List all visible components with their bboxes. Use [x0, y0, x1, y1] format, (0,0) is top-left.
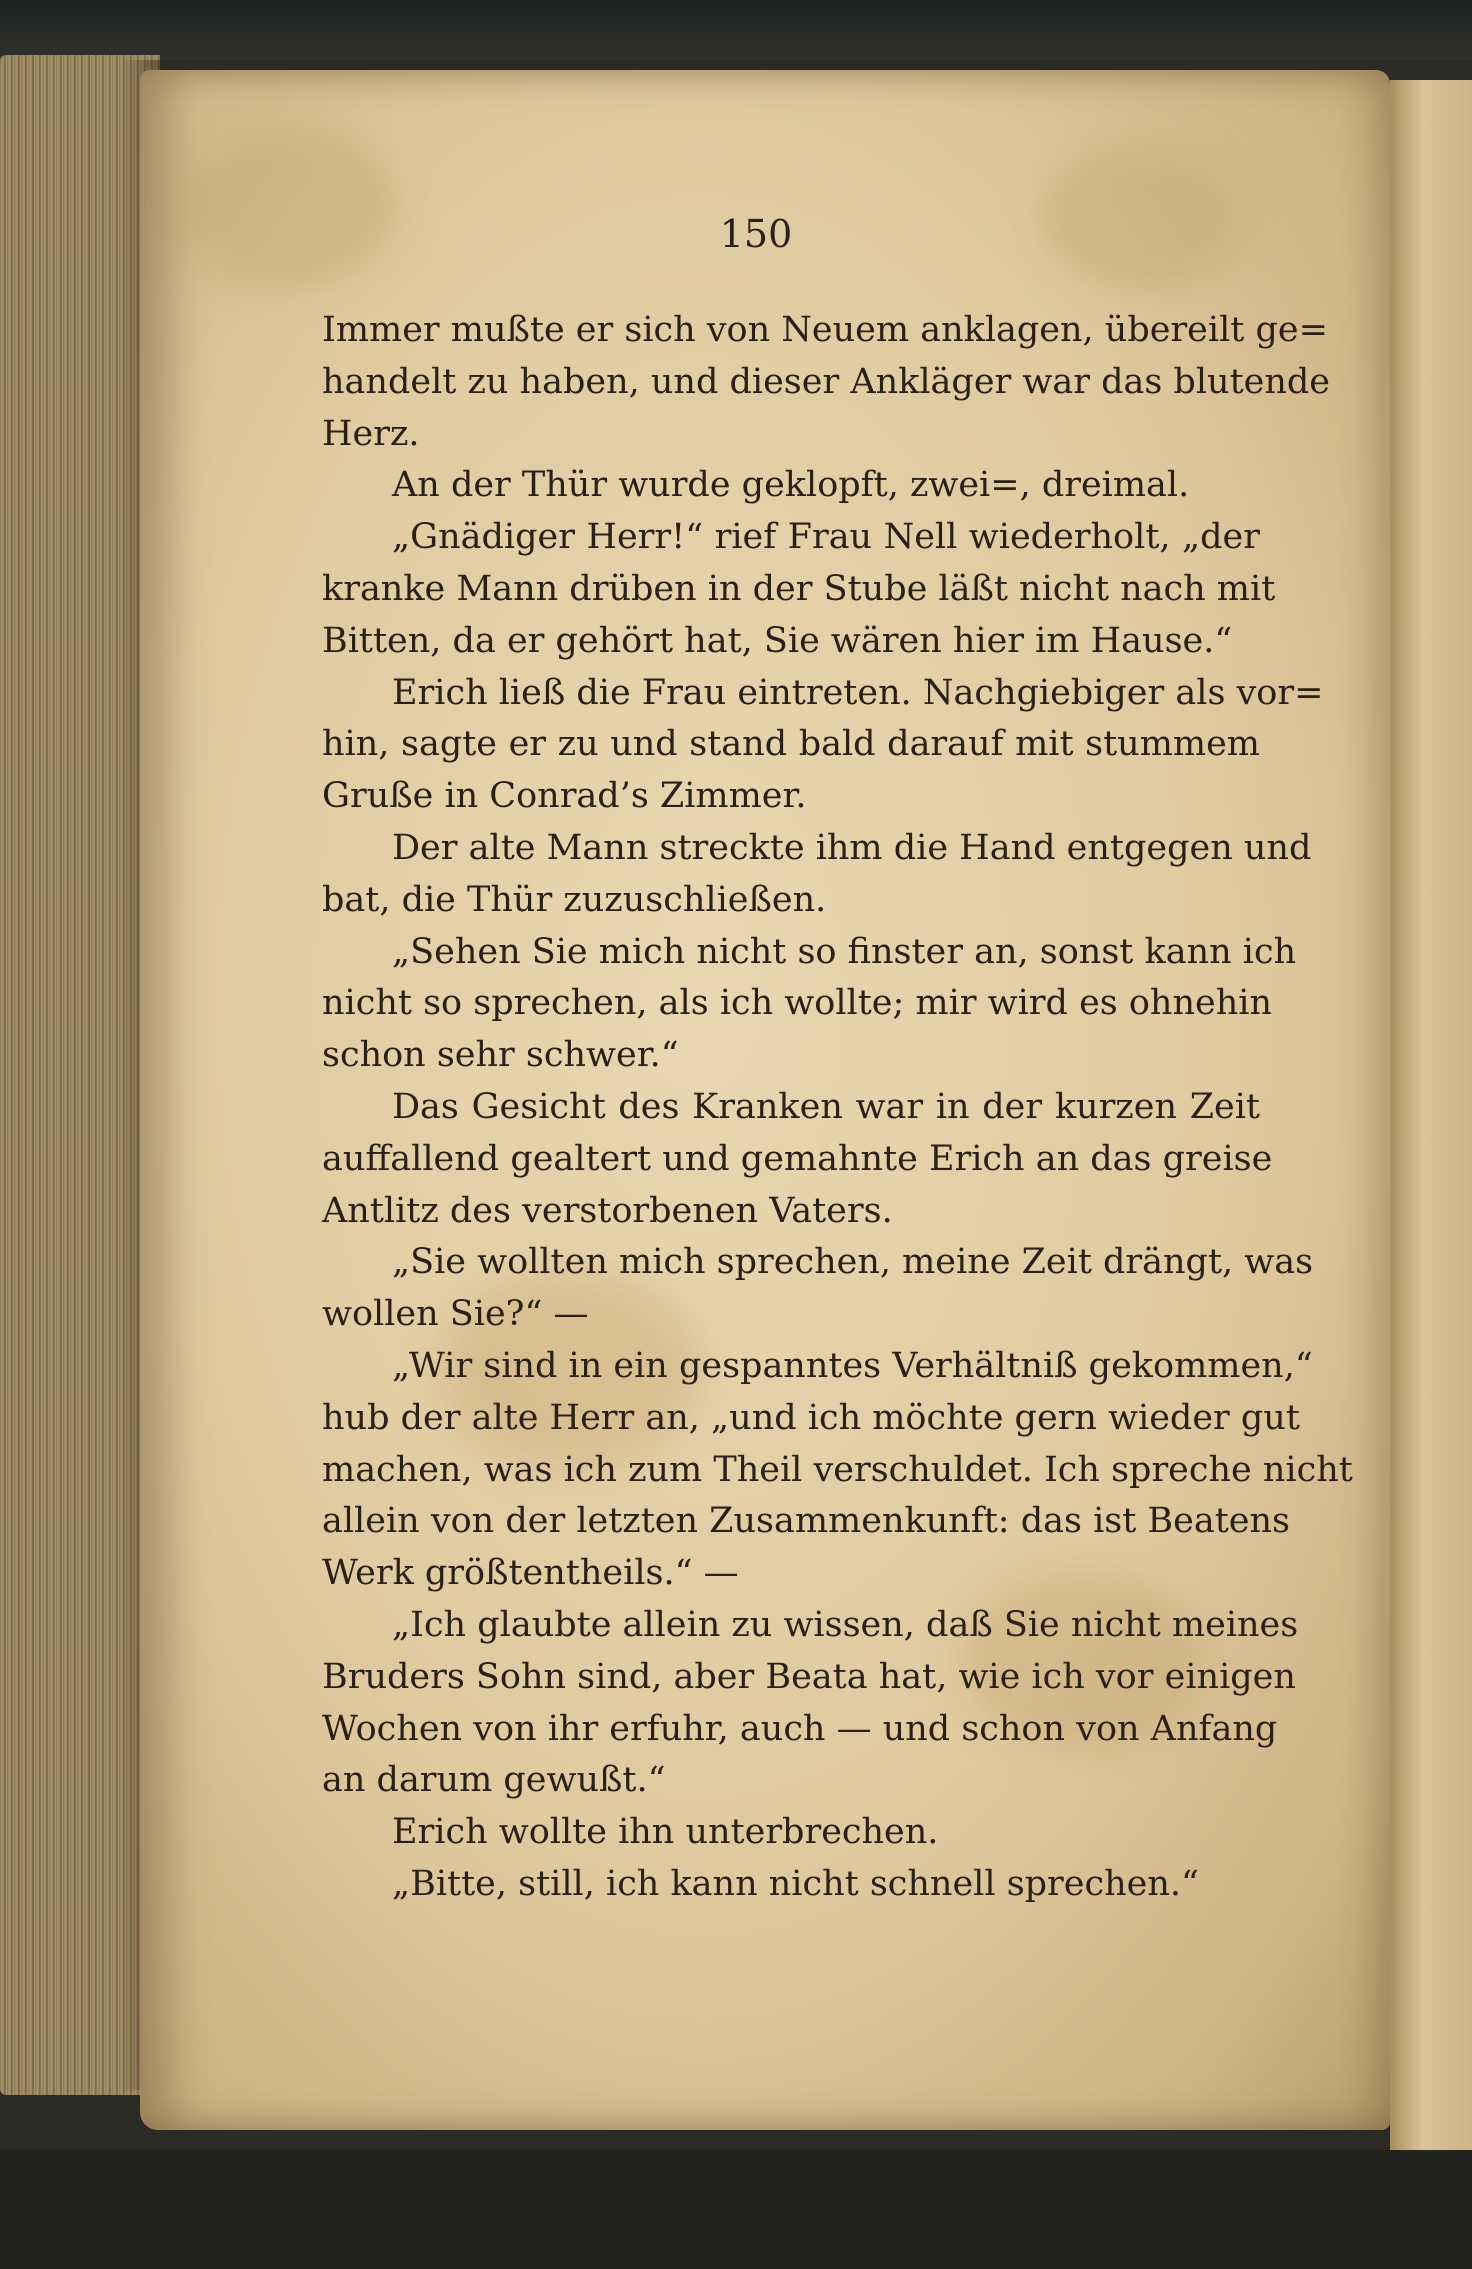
text-line: Werk größtentheils.“ —	[322, 1553, 739, 1594]
body-text	[322, 305, 1353, 1911]
text-line: bat, die Thür zuzuschließen.	[322, 879, 827, 920]
text-line: „Ich glaubte allein zu wissen, daß Sie nicht meines	[392, 1604, 1299, 1645]
text-line: machen, was ich zum Theil verschuldet. Ich spreche nicht	[322, 1449, 1353, 1490]
background-bottom	[0, 2150, 1472, 2269]
text-line: „Sie wollten mich sprechen, meine Zeit drängt, was	[392, 1242, 1314, 1283]
text-line: „Wir sind in ein gespanntes Verhältniß gekommen,“	[392, 1345, 1313, 1386]
text-line: kranke Mann drüben in der Stube läßt nicht nach mit	[322, 568, 1276, 609]
facing-page-edge	[1390, 80, 1472, 2150]
text-line: Wochen von ihr erfuhr, auch — und schon von Anfang	[322, 1708, 1278, 1749]
text-line: nicht so sprechen, als ich wollte; mir wird es ohnehin	[322, 983, 1273, 1024]
paper-stain	[180, 130, 400, 290]
text-line: Bruders Sohn sind, aber Beata hat, wie ich vor einigen	[322, 1656, 1296, 1697]
text-line: hub der alte Herr an, „und ich möchte gern wieder gut	[322, 1397, 1300, 1438]
text-line: Herz.	[322, 413, 420, 454]
text-line: allein von der letzten Zusammenkunft: das ist Beatens	[322, 1501, 1291, 1542]
text-line: auffallend gealtert und gemahnte Erich an das greise	[322, 1138, 1273, 1179]
text-line: hin, sagte er zu und stand bald darauf mit stummem	[322, 724, 1260, 765]
text-line: An der Thür wurde geklopft, zwei=, dreimal.	[392, 465, 1190, 506]
text-line: Erich wollte ihn unterbrechen.	[392, 1812, 939, 1853]
text-line: schon sehr schwer.“	[322, 1035, 679, 1076]
text-line: Das Gesicht des Kranken war in der kurzen Zeit	[392, 1086, 1260, 1127]
text-line: wollen Sie?“ —	[322, 1294, 589, 1335]
text-line: Antlitz des verstorbenen Vaters.	[322, 1190, 893, 1231]
text-line: Bitten, da er gehört hat, Sie wären hier im Hause.“	[322, 620, 1233, 661]
text-line: Der alte Mann streckte ihm die Hand entgegen und	[392, 827, 1312, 868]
background-top	[0, 0, 1472, 60]
text-line: handelt zu haben, und dieser Ankläger war das blutende	[322, 361, 1331, 402]
text-line: „Bitte, still, ich kann nicht schnell sprechen.“	[392, 1863, 1199, 1904]
text-line: „Sehen Sie mich nicht so finster an, sonst kann ich	[392, 931, 1297, 972]
text-line: Immer mußte er sich von Neuem anklagen, übereilt ge=	[322, 310, 1328, 350]
text-line: „Gnädiger Herr!“ rief Frau Nell wiederholt, „der	[392, 517, 1260, 558]
text-line: Gruße in Conrad’s Zimmer.	[322, 776, 807, 817]
page-number: 150	[719, 212, 793, 256]
text-line: Erich ließ die Frau eintreten. Nachgiebiger als vor=	[392, 672, 1324, 713]
text-line: an darum gewußt.“	[322, 1760, 666, 1801]
